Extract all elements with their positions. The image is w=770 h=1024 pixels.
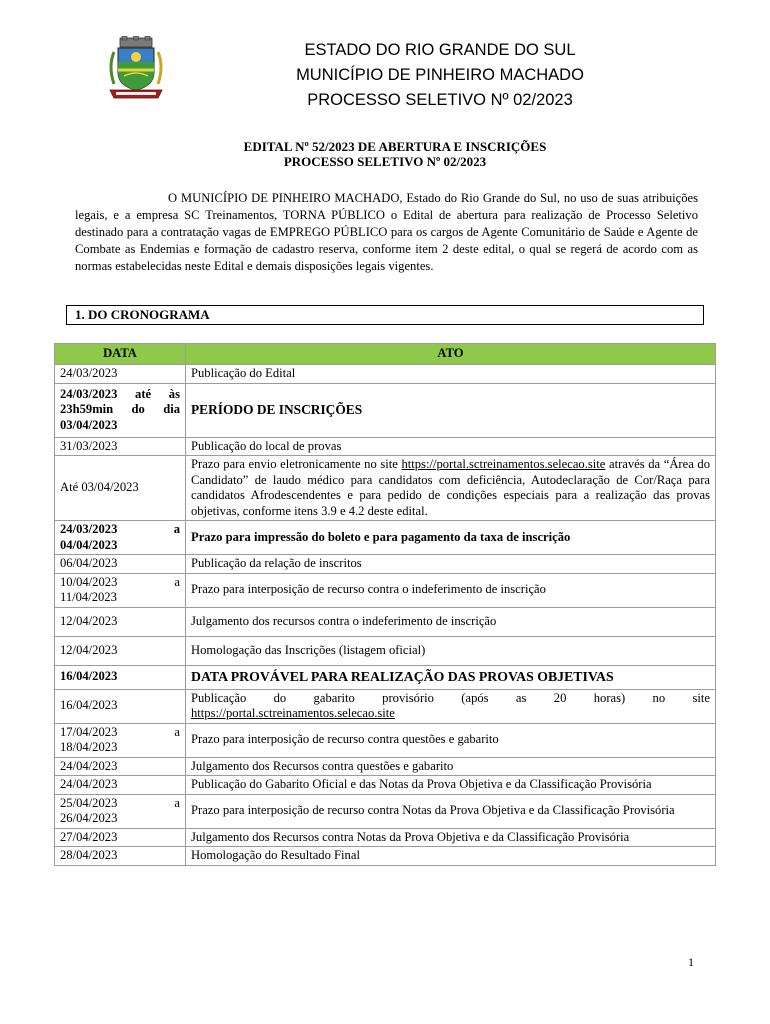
- table-row: [55, 776, 716, 795]
- row-date-to: 26/04/2023: [60, 811, 118, 825]
- row-date: 31/03/2023: [55, 437, 186, 456]
- row-date-from: 25/04/2023: [60, 795, 118, 810]
- edital-title: [0, 139, 770, 169]
- row-act: Homologação das Inscrições (listagem oficial): [186, 636, 716, 665]
- row-date-from: 10/04/2023: [60, 574, 118, 589]
- column-header-act: ATO: [186, 344, 716, 365]
- row-date-sep: a: [174, 724, 180, 739]
- row-date-to: 04/04/2023: [60, 537, 118, 552]
- row-date-sep: a: [174, 795, 180, 810]
- schedule-table: [54, 343, 716, 866]
- row-date: 12/04/2023: [55, 607, 186, 636]
- table-row: [55, 573, 716, 607]
- table-row: [55, 607, 716, 636]
- row-date: 24/03/2023: [55, 365, 186, 384]
- section-title: 1. DO CRONOGRAMA: [66, 305, 704, 325]
- row-act: Prazo para impressão do boleto e para pagamento da taxa de inscrição: [186, 521, 716, 555]
- row-date-sep: a: [174, 574, 180, 589]
- column-header-date: DATA: [55, 344, 186, 365]
- table-row: [55, 521, 716, 555]
- header-state: ESTADO DO RIO GRANDE DO SUL: [304, 41, 576, 59]
- table-row: [55, 636, 716, 665]
- row-date-to: 11/04/2023: [60, 590, 117, 604]
- row-act: Publicação do Gabarito Oficial e das Notas da Prova Objetiva e da Classificação Provisória: [186, 776, 716, 795]
- row-date-range: [55, 573, 186, 607]
- row-act-text: através da “Área do Candidato” de laudo médico para candidatos com deficiência, Autodeclaração de Cor/Raça para candidatos Afrodescendentes e para pedido de condições especiais para a realização das provas objetivas, conforme itens 3.9 e 4.2 deste edital.: [191, 457, 710, 518]
- table-row: [55, 828, 716, 847]
- row-date: 12/04/2023: [55, 636, 186, 665]
- row-act: [186, 456, 716, 521]
- row-act: Prazo para interposição de recurso contra o indeferimento de inscrição: [186, 573, 716, 607]
- table-row: [55, 437, 716, 456]
- intro-paragraph: [75, 190, 698, 275]
- header-municipality: MUNICÍPIO DE PINHEIRO MACHADO: [296, 66, 584, 84]
- row-date-sep: a: [173, 522, 180, 536]
- row-act: Publicação do Edital: [186, 365, 716, 384]
- row-act: Prazo para interposição de recurso contra questões e gabarito: [186, 723, 716, 757]
- table-header-row: [55, 344, 716, 365]
- portal-link[interactable]: https://portal.sctreinamentos.selecao.site: [191, 706, 395, 720]
- table-row: [55, 383, 716, 437]
- intro-text: O MUNICÍPIO DE PINHEIRO MACHADO, Estado do Rio Grande do Sul, no uso de suas atribuições legais, e a empresa SC Treinamentos, TORNA PÚBLICO o Edital de abertura para realização de Processo Seletivo destinado para a contratação vagas de EMPREGO PÚBLICO para os cargos de Agente Comunitário de Saúde e Agente de Combate as Endemias e formação de cadastro reserva, conforme item 2 deste edital, o qual se regerá de acordo com as normas estabelecidas neste Edital e demais disposições legais vigentes.: [75, 191, 698, 273]
- table-row: [55, 456, 716, 521]
- table-row: [55, 555, 716, 574]
- row-date: 27/04/2023: [55, 828, 186, 847]
- row-date-range: [55, 521, 186, 555]
- row-date-from: 17/04/2023: [60, 724, 118, 739]
- row-date-to: 18/04/2023: [60, 740, 118, 754]
- table-row: [55, 365, 716, 384]
- row-act: Julgamento dos Recursos contra Notas da Prova Objetiva e da Classificação Provisória: [186, 828, 716, 847]
- row-act: PERÍODO DE INSCRIÇÕES: [186, 383, 716, 437]
- row-act: Homologação do Resultado Final: [186, 847, 716, 866]
- table-row: [55, 723, 716, 757]
- table-row: [55, 689, 716, 723]
- row-act: Julgamento dos recursos contra o indeferimento de inscrição: [186, 607, 716, 636]
- row-date-from: 24/03/2023: [60, 522, 118, 536]
- document-header: [240, 38, 640, 113]
- row-act-text: Publicação do gabarito provisório (após as 20 horas) no site: [191, 690, 710, 705]
- row-date: Até 03/04/2023: [55, 456, 186, 521]
- row-date: 24/04/2023: [55, 776, 186, 795]
- row-date: 24/03/2023 até às 23h59min do dia 03/04/2023: [55, 383, 186, 437]
- row-date-range: [55, 723, 186, 757]
- row-act: Publicação da relação de inscritos: [186, 555, 716, 574]
- edital-title-line1: EDITAL Nº 52/2023 DE ABERTURA E INSCRIÇÕES: [243, 139, 547, 154]
- row-act: Publicação do local de provas: [186, 437, 716, 456]
- edital-title-line2: PROCESSO SELETIVO Nº 02/2023: [283, 154, 487, 169]
- row-act-text: Prazo para envio eletronicamente no site: [191, 457, 402, 471]
- row-date-range: [55, 794, 186, 828]
- row-date: 16/04/2023: [55, 665, 186, 689]
- row-date: 28/04/2023: [55, 847, 186, 866]
- row-act: Prazo para interposição de recurso contra Notas da Prova Objetiva e da Classificação Provisória: [186, 794, 716, 828]
- municipal-crest-logo: [106, 36, 166, 104]
- row-date: 06/04/2023: [55, 555, 186, 574]
- row-act: DATA PROVÁVEL PARA REALIZAÇÃO DAS PROVAS OBJETIVAS: [186, 665, 716, 689]
- header-process: PROCESSO SELETIVO Nº 02/2023: [307, 91, 573, 109]
- table-row: [55, 757, 716, 776]
- row-date: 16/04/2023: [55, 689, 186, 723]
- page-number: 1: [688, 955, 694, 969]
- row-act: Julgamento dos Recursos contra questões e gabarito: [186, 757, 716, 776]
- portal-link[interactable]: https://portal.sctreinamentos.selecao.site: [401, 457, 606, 471]
- row-act: [186, 689, 716, 723]
- row-date: 24/04/2023: [55, 757, 186, 776]
- table-row: [55, 847, 716, 866]
- table-row: [55, 794, 716, 828]
- table-row: [55, 665, 716, 689]
